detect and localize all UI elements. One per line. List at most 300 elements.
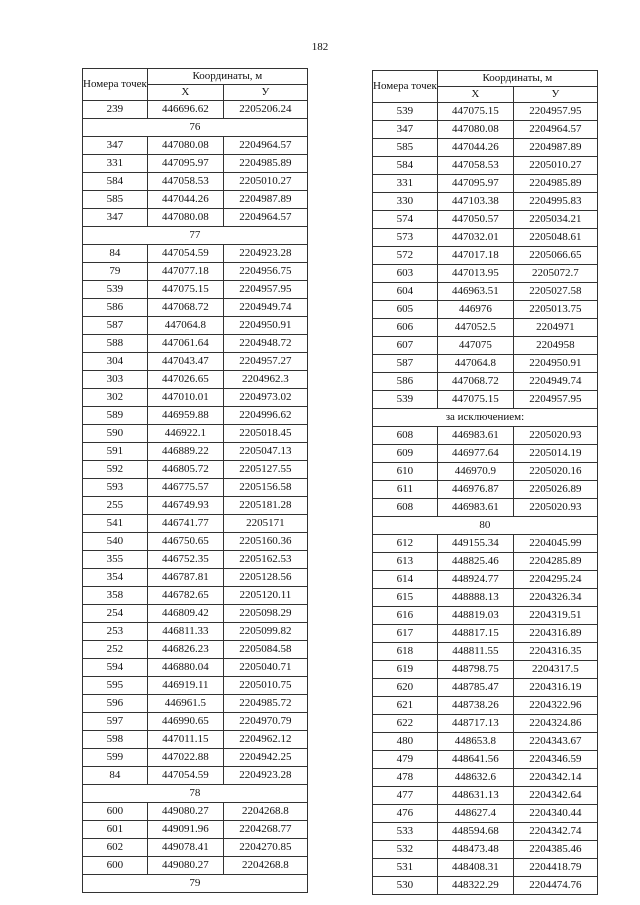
y-cell: 2204958 — [513, 337, 597, 355]
x-cell: 447044.26 — [437, 139, 513, 157]
x-cell: 446787.81 — [147, 569, 223, 587]
point-number-cell: 587 — [83, 317, 148, 335]
section-row — [83, 227, 308, 245]
y-cell: 2205020.93 — [513, 427, 597, 445]
x-cell: 447080.08 — [437, 121, 513, 139]
point-number-cell: 622 — [373, 715, 438, 733]
table-row — [373, 697, 598, 715]
x-cell: 447058.53 — [147, 173, 223, 191]
x-cell: 446805.72 — [147, 461, 223, 479]
point-number-cell: 533 — [373, 823, 438, 841]
table-row — [373, 661, 598, 679]
table-row — [83, 713, 308, 731]
table-row — [83, 209, 308, 227]
point-number-cell: 479 — [373, 751, 438, 769]
table-row — [373, 787, 598, 805]
y-cell: 2204268.8 — [223, 857, 307, 875]
y-cell: 2204950.91 — [223, 317, 307, 335]
table-row — [373, 733, 598, 751]
table-row — [373, 103, 598, 121]
table-row — [83, 263, 308, 281]
x-cell: 448817.15 — [437, 625, 513, 643]
y-cell: 2204987.89 — [513, 139, 597, 157]
table-row — [373, 193, 598, 211]
y-cell: 2205120.11 — [223, 587, 307, 605]
y-cell: 2204342.74 — [513, 823, 597, 841]
point-number-cell: 593 — [83, 479, 148, 497]
point-number-cell: 573 — [373, 229, 438, 247]
table-row — [83, 659, 308, 677]
point-number-cell: 252 — [83, 641, 148, 659]
x-cell: 447077.18 — [147, 263, 223, 281]
table-row — [373, 751, 598, 769]
x-cell: 447022.88 — [147, 749, 223, 767]
x-cell: 446983.61 — [437, 427, 513, 445]
point-number-cell: 600 — [83, 857, 148, 875]
x-cell: 447050.57 — [437, 211, 513, 229]
y-cell: 2204964.57 — [223, 137, 307, 155]
table-row — [373, 157, 598, 175]
x-cell: 448785.47 — [437, 679, 513, 697]
y-cell: 2204285.89 — [513, 553, 597, 571]
point-number-cell: 585 — [83, 191, 148, 209]
point-number-cell: 602 — [83, 839, 148, 857]
point-number-cell: 539 — [373, 103, 438, 121]
point-number-cell: 588 — [83, 335, 148, 353]
point-number-cell: 480 — [373, 733, 438, 751]
point-number-cell: 347 — [83, 209, 148, 227]
table-row — [373, 139, 598, 157]
point-number-cell: 347 — [83, 137, 148, 155]
y-cell: 2204957.95 — [513, 391, 597, 409]
x-cell: 446782.65 — [147, 587, 223, 605]
x-cell: 446809.42 — [147, 605, 223, 623]
x-cell: 447103.38 — [437, 193, 513, 211]
table-row — [373, 499, 598, 517]
y-cell: 2204949.74 — [513, 373, 597, 391]
y-cell: 2204326.34 — [513, 589, 597, 607]
x-cell: 446990.65 — [147, 713, 223, 731]
table-row — [83, 443, 308, 461]
point-number-cell: 608 — [373, 499, 438, 517]
table-row — [373, 175, 598, 193]
point-number-cell: 539 — [83, 281, 148, 299]
point-number-cell: 79 — [83, 263, 148, 281]
table-row — [83, 407, 308, 425]
table-row — [83, 137, 308, 155]
y-cell: 2204957.95 — [223, 281, 307, 299]
x-cell: 447068.72 — [147, 299, 223, 317]
x-cell: 446775.57 — [147, 479, 223, 497]
y-cell: 2204324.86 — [513, 715, 597, 733]
y-cell: 2205020.16 — [513, 463, 597, 481]
point-number-cell: 572 — [373, 247, 438, 265]
header-y: У — [223, 85, 307, 101]
header-x: Х — [147, 85, 223, 101]
table-row — [83, 173, 308, 191]
point-number-cell: 585 — [373, 139, 438, 157]
x-cell: 446976.87 — [437, 481, 513, 499]
point-number-cell: 589 — [83, 407, 148, 425]
x-cell: 447080.08 — [147, 137, 223, 155]
section-label: 76 — [83, 119, 308, 137]
section-label: 80 — [373, 517, 598, 535]
y-cell: 2204985.72 — [223, 695, 307, 713]
section-row — [83, 785, 308, 803]
point-number-cell: 540 — [83, 533, 148, 551]
point-number-cell: 584 — [83, 173, 148, 191]
y-cell: 2204316.19 — [513, 679, 597, 697]
x-cell: 446919.11 — [147, 677, 223, 695]
y-cell: 2204317.5 — [513, 661, 597, 679]
y-cell: 2205084.58 — [223, 641, 307, 659]
table-row — [373, 391, 598, 409]
table-row — [373, 823, 598, 841]
table-row — [83, 731, 308, 749]
point-number-cell: 595 — [83, 677, 148, 695]
table-row — [83, 587, 308, 605]
point-number-cell: 620 — [373, 679, 438, 697]
y-cell: 2205010.27 — [513, 157, 597, 175]
point-number-cell: 478 — [373, 769, 438, 787]
x-cell: 447080.08 — [147, 209, 223, 227]
point-number-cell: 591 — [83, 443, 148, 461]
y-cell: 2204964.57 — [513, 121, 597, 139]
x-cell: 447064.8 — [437, 355, 513, 373]
point-number-cell: 607 — [373, 337, 438, 355]
x-cell: 447013.95 — [437, 265, 513, 283]
x-cell: 449091.96 — [147, 821, 223, 839]
table-row — [83, 335, 308, 353]
y-cell: 2204295.24 — [513, 571, 597, 589]
y-cell: 2204949.74 — [223, 299, 307, 317]
y-cell: 2205034.21 — [513, 211, 597, 229]
table-row — [373, 769, 598, 787]
table-row — [83, 749, 308, 767]
point-number-cell: 606 — [373, 319, 438, 337]
point-number-cell: 302 — [83, 389, 148, 407]
y-cell: 2204948.72 — [223, 335, 307, 353]
header-row — [83, 69, 308, 85]
x-cell: 447026.65 — [147, 371, 223, 389]
point-number-cell: 586 — [83, 299, 148, 317]
y-cell: 2204346.59 — [513, 751, 597, 769]
table-row — [83, 155, 308, 173]
section-label: за исключением: — [373, 409, 598, 427]
y-cell: 2204385.46 — [513, 841, 597, 859]
x-cell: 448627.4 — [437, 805, 513, 823]
header-coordinates: Координаты, м — [437, 71, 597, 87]
table-row — [373, 427, 598, 445]
y-cell: 2204957.27 — [223, 353, 307, 371]
y-cell: 2204923.28 — [223, 245, 307, 263]
x-cell: 447058.53 — [437, 157, 513, 175]
point-number-cell: 330 — [373, 193, 438, 211]
table-row — [83, 677, 308, 695]
x-cell: 446983.61 — [437, 499, 513, 517]
y-cell: 2204268.8 — [223, 803, 307, 821]
x-cell: 448798.75 — [437, 661, 513, 679]
table-row — [373, 643, 598, 661]
y-cell: 2204996.62 — [223, 407, 307, 425]
point-number-cell: 621 — [373, 697, 438, 715]
table-body — [373, 103, 598, 895]
point-number-cell: 611 — [373, 481, 438, 499]
section-label: 77 — [83, 227, 308, 245]
y-cell: 2204270.85 — [223, 839, 307, 857]
y-cell: 2204962.12 — [223, 731, 307, 749]
x-cell: 447061.64 — [147, 335, 223, 353]
point-number-cell: 605 — [373, 301, 438, 319]
point-number-cell: 253 — [83, 623, 148, 641]
x-cell: 449080.27 — [147, 803, 223, 821]
y-cell: 2204343.67 — [513, 733, 597, 751]
point-number-cell: 574 — [373, 211, 438, 229]
section-label: 79 — [83, 875, 308, 893]
x-cell: 446696.62 — [147, 101, 223, 119]
point-number-cell: 617 — [373, 625, 438, 643]
point-number-cell: 604 — [373, 283, 438, 301]
table-row — [83, 299, 308, 317]
x-cell: 447068.72 — [437, 373, 513, 391]
point-number-cell: 331 — [83, 155, 148, 173]
table-row — [373, 283, 598, 301]
x-cell: 448641.56 — [437, 751, 513, 769]
coordinates-table-left — [82, 68, 308, 893]
table-row — [373, 625, 598, 643]
table-row — [373, 553, 598, 571]
table-row — [83, 281, 308, 299]
y-cell: 2205099.82 — [223, 623, 307, 641]
table-row — [373, 571, 598, 589]
y-cell: 2204995.83 — [513, 193, 597, 211]
table-row — [373, 445, 598, 463]
y-cell: 2204962.3 — [223, 371, 307, 389]
point-number-cell: 303 — [83, 371, 148, 389]
x-cell: 447095.97 — [437, 175, 513, 193]
table-row — [83, 191, 308, 209]
x-cell: 448819.03 — [437, 607, 513, 625]
point-number-cell: 594 — [83, 659, 148, 677]
point-number-cell: 598 — [83, 731, 148, 749]
point-number-cell: 354 — [83, 569, 148, 587]
point-number-cell: 530 — [373, 877, 438, 895]
table-row — [373, 301, 598, 319]
point-number-cell: 239 — [83, 101, 148, 119]
header-x: Х — [437, 87, 513, 103]
x-cell: 446959.88 — [147, 407, 223, 425]
y-cell: 2205018.45 — [223, 425, 307, 443]
table-row — [373, 715, 598, 733]
x-cell: 446749.93 — [147, 497, 223, 515]
x-cell: 448473.48 — [437, 841, 513, 859]
table-row — [83, 353, 308, 371]
y-cell: 2204045.99 — [513, 535, 597, 553]
point-number-cell: 587 — [373, 355, 438, 373]
point-number-cell: 347 — [373, 121, 438, 139]
point-number-cell: 610 — [373, 463, 438, 481]
header-row — [373, 71, 598, 87]
table-row — [373, 877, 598, 895]
x-cell: 448811.55 — [437, 643, 513, 661]
y-cell: 2204268.77 — [223, 821, 307, 839]
table-row — [373, 319, 598, 337]
y-cell: 2204987.89 — [223, 191, 307, 209]
table-row — [83, 515, 308, 533]
table-row — [83, 551, 308, 569]
point-number-cell: 331 — [373, 175, 438, 193]
section-row — [83, 875, 308, 893]
x-cell: 448594.68 — [437, 823, 513, 841]
y-cell: 2205047.13 — [223, 443, 307, 461]
header-y: У — [513, 87, 597, 103]
point-number-cell: 584 — [373, 157, 438, 175]
y-cell: 2204474.76 — [513, 877, 597, 895]
x-cell: 448322.29 — [437, 877, 513, 895]
y-cell: 2204342.64 — [513, 787, 597, 805]
x-cell: 448825.46 — [437, 553, 513, 571]
point-number-cell: 255 — [83, 497, 148, 515]
point-number-cell: 539 — [373, 391, 438, 409]
point-number-cell: 84 — [83, 767, 148, 785]
y-cell: 2205128.56 — [223, 569, 307, 587]
point-number-cell: 618 — [373, 643, 438, 661]
point-number-cell: 599 — [83, 749, 148, 767]
y-cell: 2204319.51 — [513, 607, 597, 625]
x-cell: 446976 — [437, 301, 513, 319]
y-cell: 2204957.95 — [513, 103, 597, 121]
point-number-cell: 532 — [373, 841, 438, 859]
x-cell: 446977.64 — [437, 445, 513, 463]
table-row — [83, 695, 308, 713]
y-cell: 2205072.7 — [513, 265, 597, 283]
point-number-cell: 614 — [373, 571, 438, 589]
y-cell: 2205127.55 — [223, 461, 307, 479]
y-cell: 2205162.53 — [223, 551, 307, 569]
table-row — [83, 479, 308, 497]
table-row — [373, 805, 598, 823]
table-row — [373, 265, 598, 283]
x-cell: 446811.33 — [147, 623, 223, 641]
table-row — [83, 623, 308, 641]
point-number-cell: 596 — [83, 695, 148, 713]
table-row — [83, 803, 308, 821]
point-number-cell: 608 — [373, 427, 438, 445]
x-cell: 446889.22 — [147, 443, 223, 461]
x-cell: 446752.35 — [147, 551, 223, 569]
x-cell: 448717.13 — [437, 715, 513, 733]
point-number-cell: 601 — [83, 821, 148, 839]
table-row — [373, 373, 598, 391]
y-cell: 2204985.89 — [223, 155, 307, 173]
y-cell: 2205010.27 — [223, 173, 307, 191]
y-cell: 2205026.89 — [513, 481, 597, 499]
table-row — [83, 857, 308, 875]
point-number-cell: 619 — [373, 661, 438, 679]
table-row — [373, 841, 598, 859]
y-cell: 2204971 — [513, 319, 597, 337]
x-cell: 447043.47 — [147, 353, 223, 371]
section-row — [373, 409, 598, 427]
y-cell: 2205014.19 — [513, 445, 597, 463]
point-number-cell: 477 — [373, 787, 438, 805]
x-cell: 446970.9 — [437, 463, 513, 481]
point-number-cell: 592 — [83, 461, 148, 479]
x-cell: 449078.41 — [147, 839, 223, 857]
x-cell: 448738.26 — [437, 697, 513, 715]
section-row — [373, 517, 598, 535]
table-row — [373, 859, 598, 877]
section-row — [83, 119, 308, 137]
table-row — [83, 767, 308, 785]
y-cell: 2205040.71 — [223, 659, 307, 677]
y-cell: 2204973.02 — [223, 389, 307, 407]
y-cell: 2205048.61 — [513, 229, 597, 247]
table-row — [373, 481, 598, 499]
x-cell: 447064.8 — [147, 317, 223, 335]
table-row — [373, 211, 598, 229]
x-cell: 447044.26 — [147, 191, 223, 209]
y-cell: 2204950.91 — [513, 355, 597, 373]
table-row — [83, 605, 308, 623]
table-row — [373, 247, 598, 265]
x-cell: 447032.01 — [437, 229, 513, 247]
y-cell: 2205010.75 — [223, 677, 307, 695]
x-cell: 446826.23 — [147, 641, 223, 659]
y-cell: 2205206.24 — [223, 101, 307, 119]
table-row — [83, 641, 308, 659]
table-row — [373, 679, 598, 697]
x-cell: 447054.59 — [147, 245, 223, 263]
point-number-cell: 616 — [373, 607, 438, 625]
point-number-cell: 603 — [373, 265, 438, 283]
x-cell: 447075.15 — [437, 391, 513, 409]
y-cell: 2204923.28 — [223, 767, 307, 785]
point-number-cell: 586 — [373, 373, 438, 391]
y-cell: 2204340.44 — [513, 805, 597, 823]
point-number-cell: 531 — [373, 859, 438, 877]
table-row — [83, 101, 308, 119]
point-number-cell: 84 — [83, 245, 148, 263]
x-cell: 448653.8 — [437, 733, 513, 751]
table-row — [373, 589, 598, 607]
x-cell: 448924.77 — [437, 571, 513, 589]
y-cell: 2205027.58 — [513, 283, 597, 301]
point-number-cell: 615 — [373, 589, 438, 607]
x-cell: 448408.31 — [437, 859, 513, 877]
x-cell: 446961.5 — [147, 695, 223, 713]
table-row — [373, 337, 598, 355]
point-number-cell: 355 — [83, 551, 148, 569]
x-cell: 446750.65 — [147, 533, 223, 551]
y-cell: 2205066.65 — [513, 247, 597, 265]
point-number-cell: 590 — [83, 425, 148, 443]
x-cell: 446922.1 — [147, 425, 223, 443]
table-row — [83, 245, 308, 263]
table-row — [373, 535, 598, 553]
y-cell: 2205020.93 — [513, 499, 597, 517]
x-cell: 446963.51 — [437, 283, 513, 301]
x-cell: 449155.34 — [437, 535, 513, 553]
point-number-cell: 254 — [83, 605, 148, 623]
point-number-cell: 612 — [373, 535, 438, 553]
table-row — [83, 839, 308, 857]
x-cell: 447052.5 — [437, 319, 513, 337]
table-row — [373, 355, 598, 373]
x-cell: 447011.15 — [147, 731, 223, 749]
x-cell: 449080.27 — [147, 857, 223, 875]
table-row — [83, 497, 308, 515]
